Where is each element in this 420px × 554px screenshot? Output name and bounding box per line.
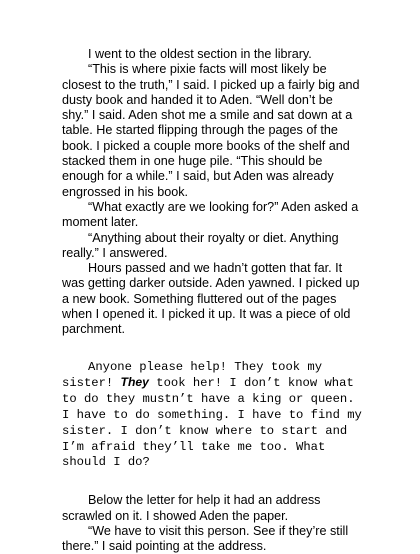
paragraph: I went to the oldest section in the library. — [88, 47, 312, 61]
letter-text: Anyone please help! They took my sister! — [62, 359, 323, 391]
letter-text: took her! I don’t know what to do they mustn’t have a king or queen. I have to do something. I have to find my sister. I don’t know where to start and I’m afraid they’ll take me too. What should I do? — [62, 376, 362, 470]
paragraph: Below the letter for help it had an address scrawled on it. I showed Aden the paper. — [62, 493, 321, 523]
paragraph: “We have to visit this person. See if they’re still there.” I said pointing at the address. — [62, 523, 349, 554]
parchment-letter — [62, 360, 362, 472]
paragraph: “Anything about their royalty or diet. Anything really.” I answered. — [62, 230, 339, 260]
letter-emphasis: They — [120, 375, 149, 390]
story-text — [62, 47, 362, 554]
paragraph: “What exactly are we looking for?” Aden asked a moment later. — [62, 199, 359, 230]
paragraph: “This is where pixie facts will most likely be closest to the truth,” I said. I picked up a fairly big and dusty book and handed it to Aden. “Well don’t be shy.” I said. Aden shot me a smile and sat down at a table. He started flipping through the pages of the book. I picked a couple more books of the shelf and stacked them in one huge pile. “This should be enough for a while.” I said, but Aden was already engrossed in his book. — [62, 62, 360, 199]
paragraph: Hours passed and we hadn’t gotten that far. It was getting darker outside. Aden yawned. I picked up a new book. Something fluttered out of the pages when I opened it. I picked it up. It was a piece of old parchment. — [62, 261, 360, 337]
